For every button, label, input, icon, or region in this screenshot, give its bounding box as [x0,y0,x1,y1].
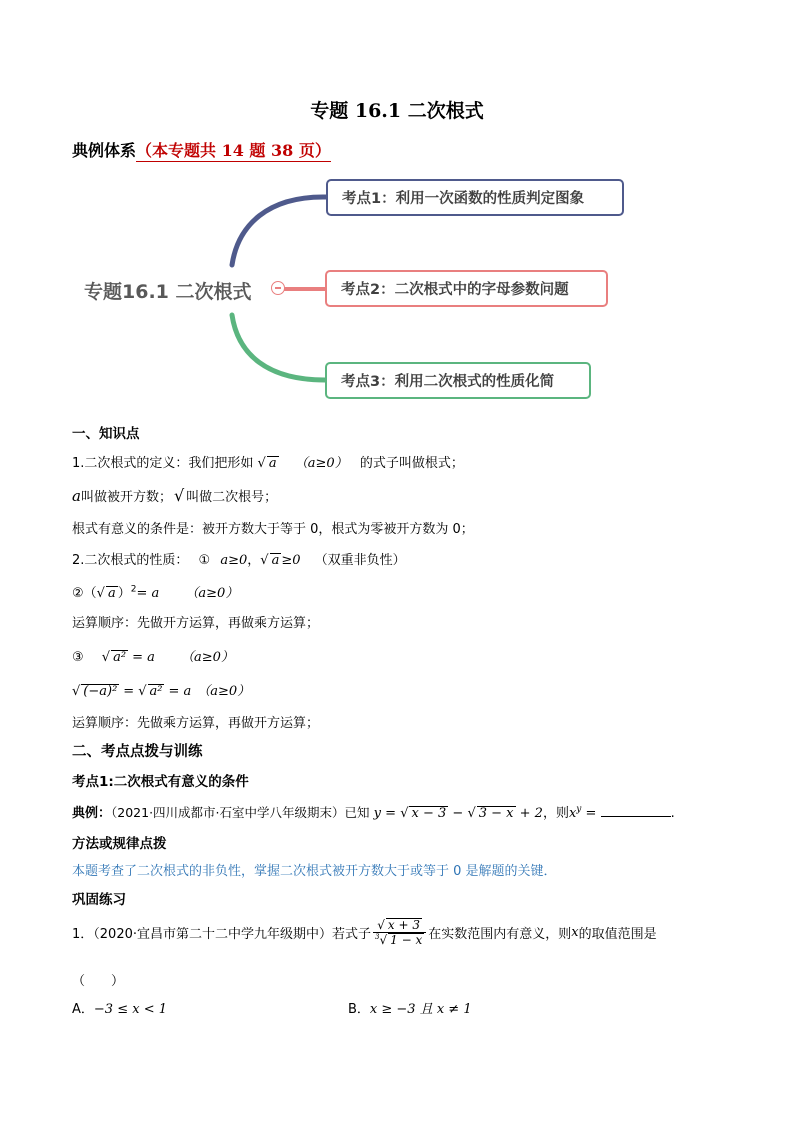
option-b[interactable]: B．x ≥ −3 且 x ≠ 1 [348,1002,472,1017]
definition-line: 1.二次根式的定义：我们把形如 √ a （a≥0） 的式子叫做根式； [72,456,464,471]
mindmap-point-3: 考点3：利用二次根式的性质化简 [325,362,591,399]
property-3-line: ③ √ a² = a （a≥0） [72,650,234,665]
mindmap-point-2: 考点2：二次根式中的字母参数问题 [325,270,608,307]
connector-3 [232,315,325,380]
question-1-paren: （ ） [72,974,125,989]
method-text: 本题考查了二次根式的非负性，掌握二次根式被开方数大于或等于 0 是解题的关键． [72,864,557,879]
question-1-fraction: $\frac{√ x + 3}{^3√ 1 - x}$ [373,918,426,947]
radical-symbol: √ [173,486,185,505]
answer-blank[interactable] [601,804,671,817]
order-line-1: 运算顺序：先做开方运算，再做乘方运算； [72,616,320,631]
collapse-icon[interactable] [271,281,285,295]
example-line: 典例：（2021·四川成都市·石室中学八年级期末）已知 y = √ x − 3 − √ 3 − x + 2，则$x^y$ = . [72,804,675,821]
practice-heading: 巩固练习 [72,892,126,908]
meaning-condition-line: 根式有意义的条件是：被开方数大于等于 0，根式为零被开方数为 0； [72,522,474,537]
mindmap-center: 专题16.1 二次根式 [84,281,252,303]
property-line: 2.二次根式的性质： ① a≥0，√ a ≥0 （双重非负性） [72,553,406,568]
question-1: 1．（2020·宜昌市第二十二中学九年级期中）若式子 $\frac{√ x + 3}{^3√ 1 - x}$ 在实数范围内有意义，则x的取值范围是 [72,918,657,947]
option-a[interactable]: A．−3 ≤ x < 1 [72,1002,167,1017]
point1-heading: 考点1:二次根式有意义的条件 [72,774,249,790]
page-title: 专题 16.1 二次根式 [310,100,484,122]
section2-heading: 二、考点点拨与训练 [72,744,203,760]
property-2-line: ②（√ a ）$^2$= a （a≥0） [72,584,239,601]
mindmap-point-1: 考点1：利用一次函数的性质判定图象 [326,179,624,216]
radicand-line: a叫做被开方数； √ 叫做二次根号； [72,486,278,505]
method-heading: 方法或规律点拨 [72,836,167,852]
section1-heading: 一、知识点 [72,426,140,442]
system-note: （本专题共 14 题 38 页） [136,141,331,160]
property-4-line: √ (−a)² = √ a² = a （a≥0） [72,684,251,699]
connector-1 [232,197,326,265]
order-line-2: 运算顺序：先做乘方运算，再做开方运算； [72,716,320,731]
system-label: 典例体系 [72,141,137,160]
